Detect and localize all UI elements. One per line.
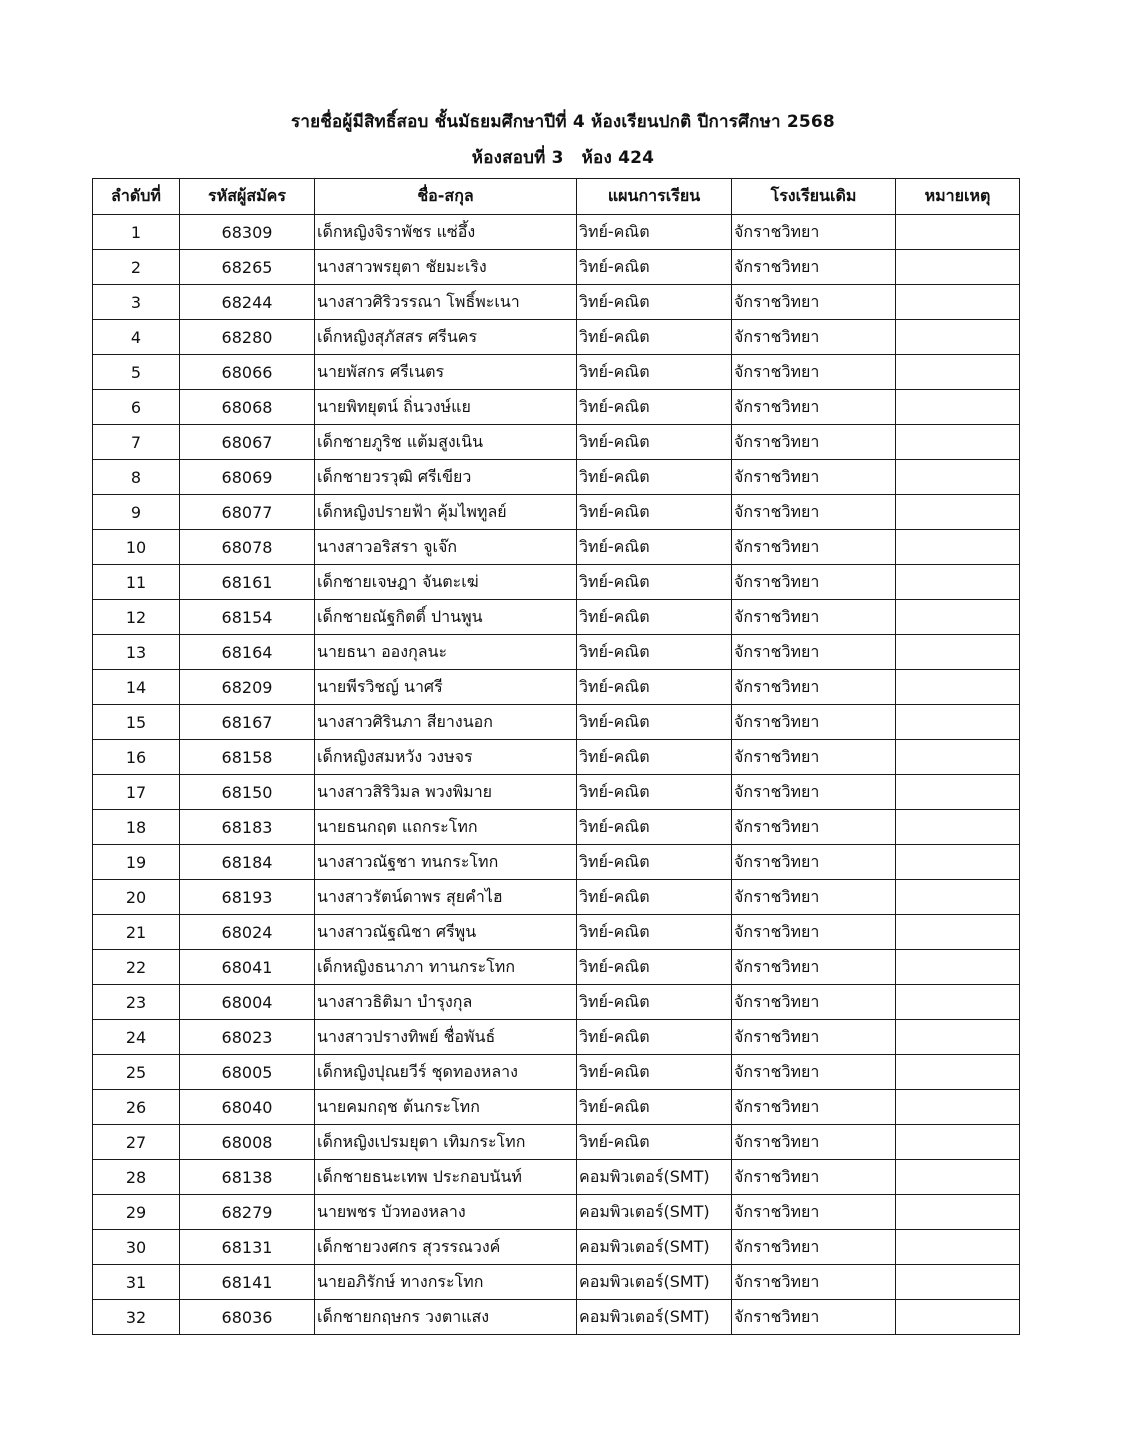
cell-seq: 27: [93, 1125, 180, 1160]
cell-full-name: เด็กชายธนะเทพ ประกอบนันท์: [315, 1160, 577, 1195]
table-row: [93, 390, 1020, 425]
header-remarks: หมายเหตุ: [896, 179, 1020, 215]
cell-previous-school: จักราชวิทยา: [732, 1055, 896, 1090]
table-row: [93, 1020, 1020, 1055]
cell-remarks: [896, 775, 1020, 810]
cell-previous-school: จักราชวิทยา: [732, 530, 896, 565]
cell-seq: 32: [93, 1300, 180, 1335]
cell-previous-school: จักราชวิทยา: [732, 670, 896, 705]
cell-full-name: เด็กหญิงปรายฟ้า คุ้มไพทูลย์: [315, 495, 577, 530]
cell-applicant-id: 68158: [180, 740, 315, 775]
table-row: [93, 1090, 1020, 1125]
table-row: [93, 635, 1020, 670]
cell-study-plan: วิทย์-คณิต: [577, 670, 732, 705]
cell-full-name: เด็กชายวรวุฒิ ศรีเขียว: [315, 460, 577, 495]
cell-applicant-id: 68040: [180, 1090, 315, 1125]
cell-remarks: [896, 460, 1020, 495]
cell-study-plan: คอมพิวเตอร์(SMT): [577, 1160, 732, 1195]
cell-remarks: [896, 425, 1020, 460]
cell-seq: 18: [93, 810, 180, 845]
room-label: ห้อง 424: [581, 148, 655, 168]
cell-remarks: [896, 565, 1020, 600]
cell-full-name: นางสาวศิรินภา สียางนอก: [315, 705, 577, 740]
table-row: [93, 985, 1020, 1020]
cell-previous-school: จักราชวิทยา: [732, 1125, 896, 1160]
cell-full-name: เด็กชายวงศกร สุวรรณวงค์: [315, 1230, 577, 1265]
cell-study-plan: วิทย์-คณิต: [577, 460, 732, 495]
cell-seq: 28: [93, 1160, 180, 1195]
cell-seq: 29: [93, 1195, 180, 1230]
cell-previous-school: จักราชวิทยา: [732, 285, 896, 320]
cell-full-name: นายคมกฤช ต้นกระโทก: [315, 1090, 577, 1125]
cell-full-name: นางสาวสิริวิมล พวงพิมาย: [315, 775, 577, 810]
cell-applicant-id: 68184: [180, 845, 315, 880]
cell-remarks: [896, 1195, 1020, 1230]
cell-study-plan: วิทย์-คณิต: [577, 880, 732, 915]
cell-remarks: [896, 915, 1020, 950]
cell-applicant-id: 68004: [180, 985, 315, 1020]
cell-remarks: [896, 600, 1020, 635]
cell-study-plan: วิทย์-คณิต: [577, 530, 732, 565]
cell-full-name: เด็กหญิงสมหวัง วงษจร: [315, 740, 577, 775]
cell-remarks: [896, 1230, 1020, 1265]
header-study-plan: แผนการเรียน: [577, 179, 732, 215]
cell-remarks: [896, 250, 1020, 285]
cell-seq: 14: [93, 670, 180, 705]
cell-remarks: [896, 285, 1020, 320]
cell-study-plan: วิทย์-คณิต: [577, 215, 732, 250]
cell-previous-school: จักราชวิทยา: [732, 1090, 896, 1125]
cell-remarks: [896, 355, 1020, 390]
table-row: [93, 810, 1020, 845]
table-row: [93, 320, 1020, 355]
cell-full-name: นางสาวธิติมา บำรุงกุล: [315, 985, 577, 1020]
cell-remarks: [896, 495, 1020, 530]
cell-seq: 6: [93, 390, 180, 425]
cell-remarks: [896, 985, 1020, 1020]
cell-applicant-id: 68023: [180, 1020, 315, 1055]
table-row: [93, 565, 1020, 600]
table-row: [93, 880, 1020, 915]
cell-study-plan: วิทย์-คณิต: [577, 495, 732, 530]
cell-seq: 5: [93, 355, 180, 390]
cell-previous-school: จักราชวิทยา: [732, 915, 896, 950]
cell-seq: 11: [93, 565, 180, 600]
cell-study-plan: วิทย์-คณิต: [577, 355, 732, 390]
cell-seq: 2: [93, 250, 180, 285]
cell-remarks: [896, 810, 1020, 845]
cell-full-name: เด็กชายกฤษกร วงตาแสง: [315, 1300, 577, 1335]
cell-study-plan: วิทย์-คณิต: [577, 635, 732, 670]
cell-seq: 30: [93, 1230, 180, 1265]
cell-applicant-id: 68161: [180, 565, 315, 600]
cell-previous-school: จักราชวิทยา: [732, 355, 896, 390]
cell-previous-school: จักราชวิทยา: [732, 845, 896, 880]
table-row: [93, 740, 1020, 775]
cell-study-plan: วิทย์-คณิต: [577, 705, 732, 740]
header-previous-school: โรงเรียนเดิม: [732, 179, 896, 215]
cell-study-plan: วิทย์-คณิต: [577, 320, 732, 355]
cell-previous-school: จักราชวิทยา: [732, 950, 896, 985]
candidate-table: [92, 178, 1020, 1335]
table-row: [93, 530, 1020, 565]
table-row: [93, 215, 1020, 250]
cell-study-plan: วิทย์-คณิต: [577, 285, 732, 320]
cell-full-name: นายธนา อองกุลนะ: [315, 635, 577, 670]
cell-applicant-id: 68265: [180, 250, 315, 285]
cell-seq: 15: [93, 705, 180, 740]
cell-seq: 22: [93, 950, 180, 985]
cell-seq: 16: [93, 740, 180, 775]
cell-study-plan: วิทย์-คณิต: [577, 985, 732, 1020]
table-row: [93, 1300, 1020, 1335]
cell-applicant-id: 68309: [180, 215, 315, 250]
header-seq: ลำดับที่: [93, 179, 180, 215]
table-row: [93, 950, 1020, 985]
cell-seq: 25: [93, 1055, 180, 1090]
cell-full-name: นายธนกฤต แถกระโทก: [315, 810, 577, 845]
cell-full-name: นางสาวศิริวรรณา โพธิ์พะเนา: [315, 285, 577, 320]
cell-applicant-id: 68193: [180, 880, 315, 915]
cell-study-plan: คอมพิวเตอร์(SMT): [577, 1195, 732, 1230]
cell-full-name: นายพัสกร ศรีเนตร: [315, 355, 577, 390]
document-title: รายชื่อผู้มีสิทธิ์สอบ ชั้นมัธยมศึกษาปีที่ 4 ห้องเรียนปกติ ปีการศึกษา 2568: [291, 112, 835, 132]
cell-full-name: เด็กชายณัฐกิตติ์ ปานพูน: [315, 600, 577, 635]
cell-full-name: เด็กหญิงจิราพัชร แซ่อึ้ง: [315, 215, 577, 250]
cell-previous-school: จักราชวิทยา: [732, 1230, 896, 1265]
cell-seq: 3: [93, 285, 180, 320]
cell-seq: 8: [93, 460, 180, 495]
cell-remarks: [896, 740, 1020, 775]
cell-seq: 31: [93, 1265, 180, 1300]
cell-applicant-id: 68008: [180, 1125, 315, 1160]
cell-previous-school: จักราชวิทยา: [732, 565, 896, 600]
cell-applicant-id: 68024: [180, 915, 315, 950]
cell-previous-school: จักราชวิทยา: [732, 250, 896, 285]
cell-study-plan: วิทย์-คณิต: [577, 600, 732, 635]
cell-applicant-id: 68066: [180, 355, 315, 390]
cell-remarks: [896, 1090, 1020, 1125]
cell-study-plan: วิทย์-คณิต: [577, 1125, 732, 1160]
cell-applicant-id: 68131: [180, 1230, 315, 1265]
cell-applicant-id: 68041: [180, 950, 315, 985]
cell-previous-school: จักราชวิทยา: [732, 320, 896, 355]
table-row: [93, 600, 1020, 635]
cell-full-name: นางสาวพรยุตา ชัยมะเริง: [315, 250, 577, 285]
cell-seq: 21: [93, 915, 180, 950]
cell-previous-school: จักราชวิทยา: [732, 1300, 896, 1335]
cell-previous-school: จักราชวิทยา: [732, 600, 896, 635]
cell-remarks: [896, 705, 1020, 740]
cell-study-plan: คอมพิวเตอร์(SMT): [577, 1230, 732, 1265]
table-row: [93, 670, 1020, 705]
table-row: [93, 1265, 1020, 1300]
cell-applicant-id: 68068: [180, 390, 315, 425]
cell-study-plan: วิทย์-คณิต: [577, 565, 732, 600]
table-row: [93, 495, 1020, 530]
cell-previous-school: จักราชวิทยา: [732, 390, 896, 425]
cell-applicant-id: 68077: [180, 495, 315, 530]
cell-study-plan: คอมพิวเตอร์(SMT): [577, 1300, 732, 1335]
cell-seq: 7: [93, 425, 180, 460]
cell-study-plan: วิทย์-คณิต: [577, 845, 732, 880]
header-applicant-id: รหัสผู้สมัคร: [180, 179, 315, 215]
cell-full-name: นางสาวณัฐชา ทนกระโทก: [315, 845, 577, 880]
cell-seq: 17: [93, 775, 180, 810]
cell-previous-school: จักราชวิทยา: [732, 1020, 896, 1055]
table-row: [93, 355, 1020, 390]
cell-previous-school: จักราชวิทยา: [732, 1160, 896, 1195]
cell-seq: 4: [93, 320, 180, 355]
cell-previous-school: จักราชวิทยา: [732, 985, 896, 1020]
cell-seq: 20: [93, 880, 180, 915]
cell-remarks: [896, 1020, 1020, 1055]
cell-seq: 1: [93, 215, 180, 250]
cell-applicant-id: 68154: [180, 600, 315, 635]
table-row: [93, 1195, 1020, 1230]
cell-remarks: [896, 1300, 1020, 1335]
cell-previous-school: จักราชวิทยา: [732, 775, 896, 810]
cell-applicant-id: 68244: [180, 285, 315, 320]
table-row: [93, 1160, 1020, 1195]
cell-study-plan: วิทย์-คณิต: [577, 915, 732, 950]
cell-study-plan: วิทย์-คณิต: [577, 390, 732, 425]
cell-study-plan: วิทย์-คณิต: [577, 1055, 732, 1090]
cell-applicant-id: 68067: [180, 425, 315, 460]
cell-previous-school: จักราชวิทยา: [732, 495, 896, 530]
cell-full-name: นางสาวปรางทิพย์ ชื่อพันธ์: [315, 1020, 577, 1055]
cell-applicant-id: 68078: [180, 530, 315, 565]
cell-study-plan: คอมพิวเตอร์(SMT): [577, 1265, 732, 1300]
cell-previous-school: จักราชวิทยา: [732, 810, 896, 845]
cell-remarks: [896, 320, 1020, 355]
cell-seq: 24: [93, 1020, 180, 1055]
cell-applicant-id: 68036: [180, 1300, 315, 1335]
cell-seq: 12: [93, 600, 180, 635]
cell-seq: 26: [93, 1090, 180, 1125]
cell-applicant-id: 68280: [180, 320, 315, 355]
cell-seq: 13: [93, 635, 180, 670]
cell-applicant-id: 68138: [180, 1160, 315, 1195]
cell-applicant-id: 68167: [180, 705, 315, 740]
cell-applicant-id: 68279: [180, 1195, 315, 1230]
cell-full-name: เด็กชายภูริช แต้มสูงเนิน: [315, 425, 577, 460]
cell-full-name: นางสาวรัตน์ดาพร สุยคำไฮ: [315, 880, 577, 915]
cell-remarks: [896, 845, 1020, 880]
cell-full-name: เด็กหญิงปุณยวีร์ ชุดทองหลาง: [315, 1055, 577, 1090]
cell-previous-school: จักราชวิทยา: [732, 880, 896, 915]
cell-previous-school: จักราชวิทยา: [732, 460, 896, 495]
table-row: [93, 285, 1020, 320]
document-subtitle: [0, 144, 1126, 171]
table-row: [93, 705, 1020, 740]
cell-applicant-id: 68150: [180, 775, 315, 810]
table-row: [93, 775, 1020, 810]
cell-study-plan: วิทย์-คณิต: [577, 425, 732, 460]
table-row: [93, 1125, 1020, 1160]
cell-study-plan: วิทย์-คณิต: [577, 250, 732, 285]
cell-study-plan: วิทย์-คณิต: [577, 810, 732, 845]
cell-applicant-id: 68164: [180, 635, 315, 670]
cell-remarks: [896, 390, 1020, 425]
exam-room-label: ห้องสอบที่ 3: [471, 148, 564, 168]
table-row: [93, 1230, 1020, 1265]
cell-remarks: [896, 1265, 1020, 1300]
cell-study-plan: วิทย์-คณิต: [577, 950, 732, 985]
cell-study-plan: วิทย์-คณิต: [577, 775, 732, 810]
table-row: [93, 460, 1020, 495]
table-row: [93, 915, 1020, 950]
cell-applicant-id: 68069: [180, 460, 315, 495]
cell-remarks: [896, 670, 1020, 705]
cell-full-name: เด็กหญิงเปรมยุตา เทิมกระโทก: [315, 1125, 577, 1160]
cell-full-name: เด็กชายเจษฎา จันตะเฆ่: [315, 565, 577, 600]
cell-full-name: นายอภิรักษ์ ทางกระโทก: [315, 1265, 577, 1300]
header-full-name: ชื่อ-สกุล: [315, 179, 577, 215]
cell-previous-school: จักราชวิทยา: [732, 740, 896, 775]
cell-previous-school: จักราชวิทยา: [732, 1265, 896, 1300]
cell-remarks: [896, 880, 1020, 915]
table-row: [93, 250, 1020, 285]
cell-remarks: [896, 530, 1020, 565]
cell-seq: 23: [93, 985, 180, 1020]
cell-seq: 9: [93, 495, 180, 530]
cell-full-name: เด็กหญิงธนาภา ทานกระโทก: [315, 950, 577, 985]
cell-previous-school: จักราชวิทยา: [732, 705, 896, 740]
cell-applicant-id: 68005: [180, 1055, 315, 1090]
cell-full-name: นางสาวณัฐณิชา ศรีพูน: [315, 915, 577, 950]
cell-full-name: นายพีรวิชญ์ นาศรี: [315, 670, 577, 705]
cell-study-plan: วิทย์-คณิต: [577, 1020, 732, 1055]
cell-applicant-id: 68183: [180, 810, 315, 845]
cell-remarks: [896, 950, 1020, 985]
cell-study-plan: วิทย์-คณิต: [577, 1090, 732, 1125]
cell-previous-school: จักราชวิทยา: [732, 1195, 896, 1230]
cell-full-name: นายพชร บัวทองหลาง: [315, 1195, 577, 1230]
table-row: [93, 845, 1020, 880]
cell-full-name: นายพิทยุตน์ ถิ่นวงษ์แย: [315, 390, 577, 425]
table-header-row: [93, 179, 1020, 215]
cell-seq: 10: [93, 530, 180, 565]
cell-remarks: [896, 1055, 1020, 1090]
cell-previous-school: จักราชวิทยา: [732, 425, 896, 460]
cell-remarks: [896, 215, 1020, 250]
cell-remarks: [896, 1160, 1020, 1195]
cell-remarks: [896, 635, 1020, 670]
cell-applicant-id: 68141: [180, 1265, 315, 1300]
cell-study-plan: วิทย์-คณิต: [577, 740, 732, 775]
cell-full-name: เด็กหญิงสุภัสสร ศรีนคร: [315, 320, 577, 355]
table-row: [93, 425, 1020, 460]
cell-previous-school: จักราชวิทยา: [732, 635, 896, 670]
cell-remarks: [896, 1125, 1020, 1160]
cell-previous-school: จักราชวิทยา: [732, 215, 896, 250]
table-row: [93, 1055, 1020, 1090]
cell-applicant-id: 68209: [180, 670, 315, 705]
cell-seq: 19: [93, 845, 180, 880]
cell-full-name: นางสาวอริสรา จูเจ๊ก: [315, 530, 577, 565]
